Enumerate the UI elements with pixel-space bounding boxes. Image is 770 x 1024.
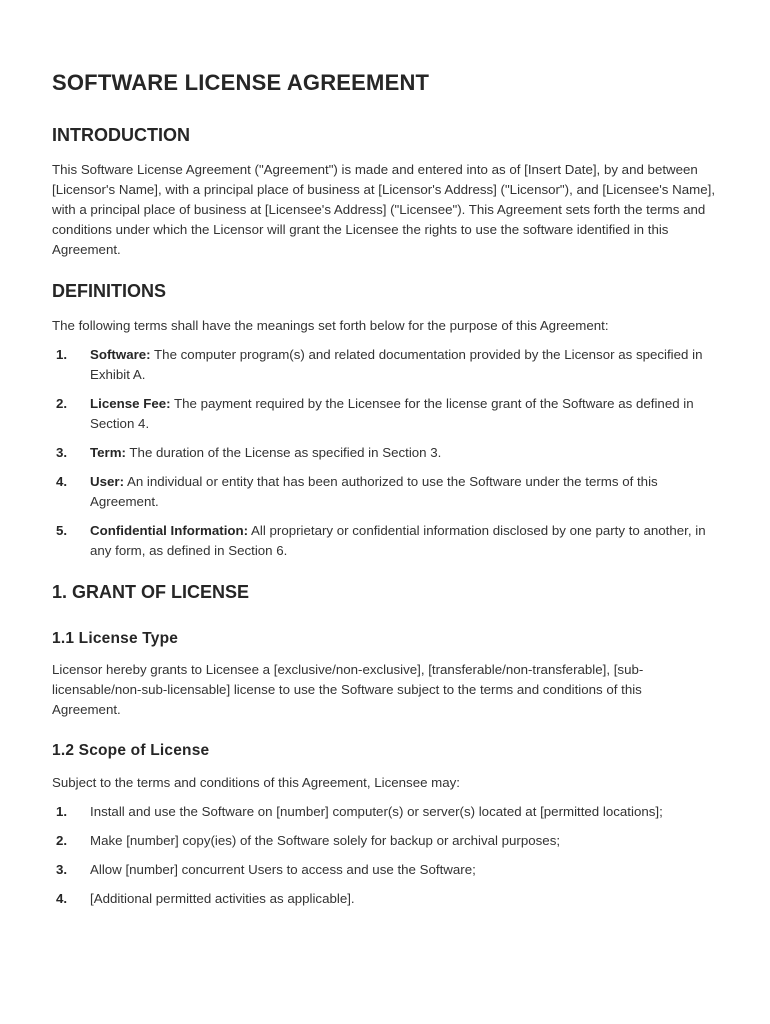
definition-item-license-fee <box>52 394 724 434</box>
definition-text: The computer program(s) and related documentation provided by the Licensor as specified in Exhibit A. <box>90 347 703 382</box>
scope-item-text: Allow [number] concurrent Users to access and use the Software; <box>90 862 476 877</box>
definition-item-user <box>52 472 724 512</box>
list-number: 4. <box>56 474 68 489</box>
license-type-text: Licensor hereby grants to Licensee a [exclusive/non-exclusive], [transferable/non-transferable], [sub-licensable/non-sub-licensable] license to use the Software subject to the terms and conditions of this Agreement. <box>52 662 644 717</box>
definitions-list <box>52 345 724 561</box>
definition-item-term <box>52 443 724 463</box>
list-number: 3. <box>56 862 68 877</box>
scope-of-license-heading: 1.2 Scope of License <box>52 742 210 759</box>
license-type-heading: 1.1 License Type <box>52 630 179 647</box>
definition-term: Term: <box>90 445 126 460</box>
introduction-heading: INTRODUCTION <box>52 125 190 145</box>
scope-lead: Subject to the terms and conditions of this Agreement, Licensee may: <box>52 775 460 790</box>
introduction-text: This Software License Agreement ("Agreement") is made and entered into as of [Insert Date], by and between [Licensor's Name], with a principal place of business at [Licensor's Address] ("Licensor"), and [Licensee's Name], with a principal place of business at [Licensee's Address] ("Licensee"). This Agreement sets forth the terms and conditions under which the Licensor will grant the Licensee the rights to use the software identified in this Agreement. <box>52 162 716 257</box>
definition-item-confidential-information <box>52 521 724 561</box>
list-number: 2. <box>56 396 68 411</box>
definition-item-software <box>52 345 724 385</box>
scope-item-text: Install and use the Software on [number] computer(s) or server(s) located at [permitted locations]; <box>90 804 663 819</box>
definition-text: All proprietary or confidential information disclosed by one party to another, in any form, as defined in Section 6. <box>90 523 706 558</box>
scope-item <box>52 860 724 880</box>
list-number: 3. <box>56 445 68 460</box>
definition-term: Software: <box>90 347 151 362</box>
scope-item-text: [Additional permitted activities as applicable]. <box>90 891 355 906</box>
scope-item <box>52 889 724 909</box>
definition-text: The payment required by the Licensee for the license grant of the Software as defined in Section 4. <box>90 396 694 431</box>
list-number: 1. <box>56 347 68 362</box>
list-number: 4. <box>56 891 68 906</box>
definition-term: Confidential Information: <box>90 523 249 538</box>
document-title: SOFTWARE LICENSE AGREEMENT <box>52 70 430 95</box>
definition-term: User: <box>90 474 124 489</box>
scope-item <box>52 831 724 851</box>
definition-term: License Fee: <box>90 396 171 411</box>
definitions-lead: The following terms shall have the meanings set forth below for the purpose of this Agreement: <box>52 318 609 333</box>
list-number: 5. <box>56 523 68 538</box>
definition-text: An individual or entity that has been authorized to use the Software under the terms of this Agreement. <box>90 474 658 509</box>
scope-item <box>52 802 724 822</box>
grant-of-license-heading: 1. GRANT OF LICENSE <box>52 582 250 602</box>
list-number: 2. <box>56 833 68 848</box>
scope-item-text: Make [number] copy(ies) of the Software solely for backup or archival purposes; <box>90 833 561 848</box>
definitions-heading: DEFINITIONS <box>52 281 167 301</box>
definition-text: The duration of the License as specified in Section 3. <box>125 445 442 460</box>
list-number: 1. <box>56 804 68 819</box>
scope-list <box>52 802 724 909</box>
